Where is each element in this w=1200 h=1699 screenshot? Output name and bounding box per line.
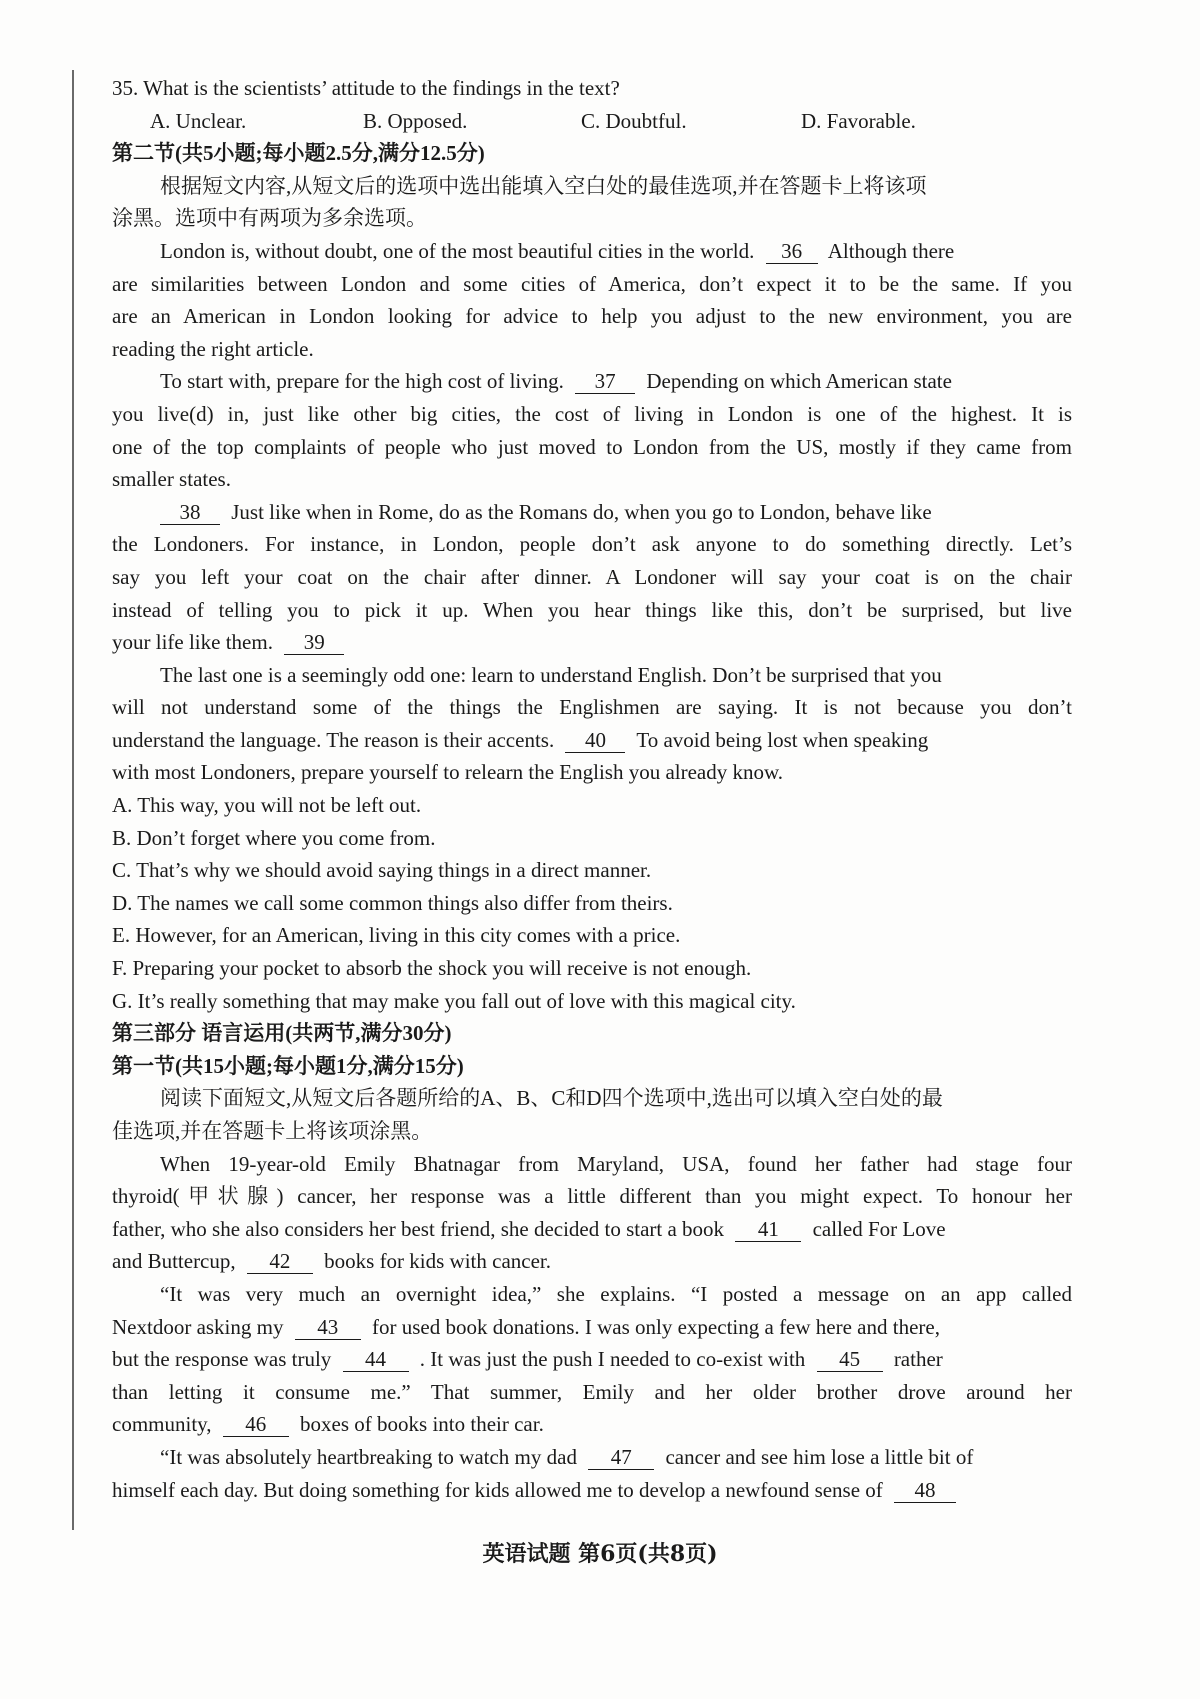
q35-option-a: A. Unclear. xyxy=(150,108,247,133)
blank-44: 44 xyxy=(343,1347,409,1372)
passage2-line xyxy=(112,1474,1072,1507)
passage1-line: are similarities between London and some cities of America, don’t expect it to be the same. If you xyxy=(112,271,1072,296)
blank-40: 40 xyxy=(565,728,625,753)
text-span: London is, without doubt, one of the most beautiful cities in the world. xyxy=(160,238,755,263)
choice-d: D. The names we call some common things also differ from theirs. xyxy=(112,890,673,915)
choice-a: A. This way, you will not be left out. xyxy=(112,793,422,818)
passage1-line: you live(d) in, just like other big cities, the cost of living in London is one of the highest. It is xyxy=(112,401,1072,426)
passage2-line: When 19-year-old Emily Bhatnagar from Maryland, USA, found her father had stage four xyxy=(160,1151,1072,1176)
part3-instruction-1: 阅读下面短文,从短文后各题所给的A、B、C和D四个选项中,选出可以填入空白处的最 xyxy=(160,1086,943,1111)
text-span: understand the language. The reason is their accents. xyxy=(112,727,555,752)
text-span: and Buttercup, xyxy=(112,1249,236,1274)
blank-47: 47 xyxy=(588,1445,654,1470)
passage1-line: say you left your coat on the chair after dinner. A Londoner will say your coat is on the chair xyxy=(112,564,1072,589)
passage1-line: are an American in London looking for advice to help you adjust to the new environment, you are xyxy=(112,304,1072,329)
blank-45: 45 xyxy=(817,1347,883,1372)
part3-instruction-2: 佳选项,并在答题卡上将该项涂黑。 xyxy=(112,1119,433,1143)
passage1-line xyxy=(112,496,1072,529)
text-span: books for kids with cancer. xyxy=(324,1249,552,1274)
passage2-line xyxy=(112,1311,1072,1344)
section2-instruction-2: 涂黑。选项中有两项为多余选项。 xyxy=(112,206,427,231)
section2-instruction-1: 根据短文内容,从短文后的选项中选出能填入空白处的最佳选项,并在答题卡上将该项 xyxy=(160,173,927,198)
text-span: boxes of books into their car. xyxy=(300,1412,544,1437)
blank-36: 36 xyxy=(766,239,818,264)
choice-c: C. That’s why we should avoid saying things in a direct manner. xyxy=(112,858,652,883)
text-span: for used book donations. I was only expecting a few here and there, xyxy=(371,1314,940,1339)
passage2-line xyxy=(112,1245,1072,1278)
blank-42: 42 xyxy=(247,1249,313,1274)
margin-rule xyxy=(72,70,74,1530)
q35-option-b: B. Opposed. xyxy=(363,108,468,133)
passage1-line: the Londoners. For instance, in London, people don’t ask anyone to do something directly. Let’s xyxy=(112,532,1072,557)
passage1-line xyxy=(112,626,1072,659)
text-span: rather xyxy=(893,1347,943,1372)
passage2-line: “It was very much an overnight idea,” she explains. “I posted a message on an app called xyxy=(160,1281,1072,1306)
text-span: but the response was truly xyxy=(112,1347,332,1372)
q35-option-c: C. Doubtful. xyxy=(581,108,687,133)
text-span: your life like them. xyxy=(112,630,273,655)
text-span: “It was absolutely heartbreaking to watch my dad xyxy=(160,1444,577,1469)
blank-39: 39 xyxy=(284,630,344,655)
blank-37: 37 xyxy=(575,369,635,394)
q35-options xyxy=(112,105,1072,138)
text-span: Nextdoor asking my xyxy=(112,1314,284,1339)
blank-46: 46 xyxy=(223,1412,289,1437)
text-span: cancer and see him lose a little bit of xyxy=(665,1444,974,1469)
choice-f: F. Preparing your pocket to absorb the shock you will receive is not enough. xyxy=(112,956,752,981)
part3-section1-heading: 第一节(共15小题;每小题1分,满分15分) xyxy=(112,1053,464,1078)
passage2-line: thyroid(甲状腺) cancer, her response was a little different than you might expect. To honour her xyxy=(112,1184,1072,1209)
passage2-line xyxy=(112,1343,1072,1376)
q35-option-d: D. Favorable. xyxy=(801,108,916,133)
passage1-line: reading the right article. xyxy=(112,336,314,361)
passage1-line: one of the top complaints of people who just moved to London from the US, mostly if they came from xyxy=(112,434,1072,459)
passage1-line xyxy=(112,235,1072,268)
text-span: To avoid being lost when speaking xyxy=(636,727,929,752)
blank-48: 48 xyxy=(894,1478,956,1503)
page-footer: 英语试题 第6页(共8页) xyxy=(482,1541,718,1567)
q35-question: 35. What is the scientists’ attitude to the findings in the text? xyxy=(112,76,620,100)
text-span: To start with, prepare for the high cost of living. xyxy=(160,369,564,394)
text-span: himself each day. But doing something for kids allowed me to develop a newfound sense of xyxy=(112,1477,883,1502)
passage2-line xyxy=(112,1408,1072,1441)
blank-38: 38 xyxy=(160,500,220,525)
text-span: Depending on which American state xyxy=(646,369,952,394)
passage1-line: smaller states. xyxy=(112,467,231,492)
passage1-line: instead of telling you to pick it up. When you hear things like this, don’t be surprised, but live xyxy=(112,597,1072,622)
passage1-line: with most Londoners, prepare yourself to relearn the English you already know. xyxy=(112,760,784,785)
choice-e: E. However, for an American, living in this city comes with a price. xyxy=(112,923,681,948)
text-span: . It was just the push I needed to co-exist with xyxy=(419,1347,806,1372)
choice-g: G. It’s really something that may make you fall out of love with this magical city. xyxy=(112,988,796,1013)
text-span: Just like when in Rome, do as the Romans do, when you go to London, behave like xyxy=(231,499,932,524)
section2-heading: 第二节(共5小题;每小题2.5分,满分12.5分) xyxy=(112,141,485,166)
passage1-line xyxy=(112,365,1072,398)
text-span: community, xyxy=(112,1412,212,1437)
choice-b: B. Don’t forget where you come from. xyxy=(112,825,436,850)
passage2-line: than letting it consume me.” That summer, Emily and her older brother drove around her xyxy=(112,1379,1072,1404)
text-span: called For Love xyxy=(812,1216,946,1241)
passage2-line xyxy=(112,1213,1072,1246)
passage2-line xyxy=(112,1441,1072,1474)
blank-43: 43 xyxy=(295,1315,361,1340)
passage1-line: The last one is a seemingly odd one: learn to understand English. Don’t be surprised that you xyxy=(160,662,942,687)
passage1-line: will not understand some of the things the Englishmen are saying. It is not because you don’t xyxy=(112,695,1072,720)
page-content xyxy=(112,72,1072,1506)
part3-heading: 第三部分 语言运用(共两节,满分30分) xyxy=(112,1021,452,1046)
text-span: father, who she also considers her best friend, she decided to start a book xyxy=(112,1216,725,1241)
text-span: Although there xyxy=(827,238,955,263)
blank-41: 41 xyxy=(735,1217,801,1242)
passage1-line xyxy=(112,724,1072,757)
